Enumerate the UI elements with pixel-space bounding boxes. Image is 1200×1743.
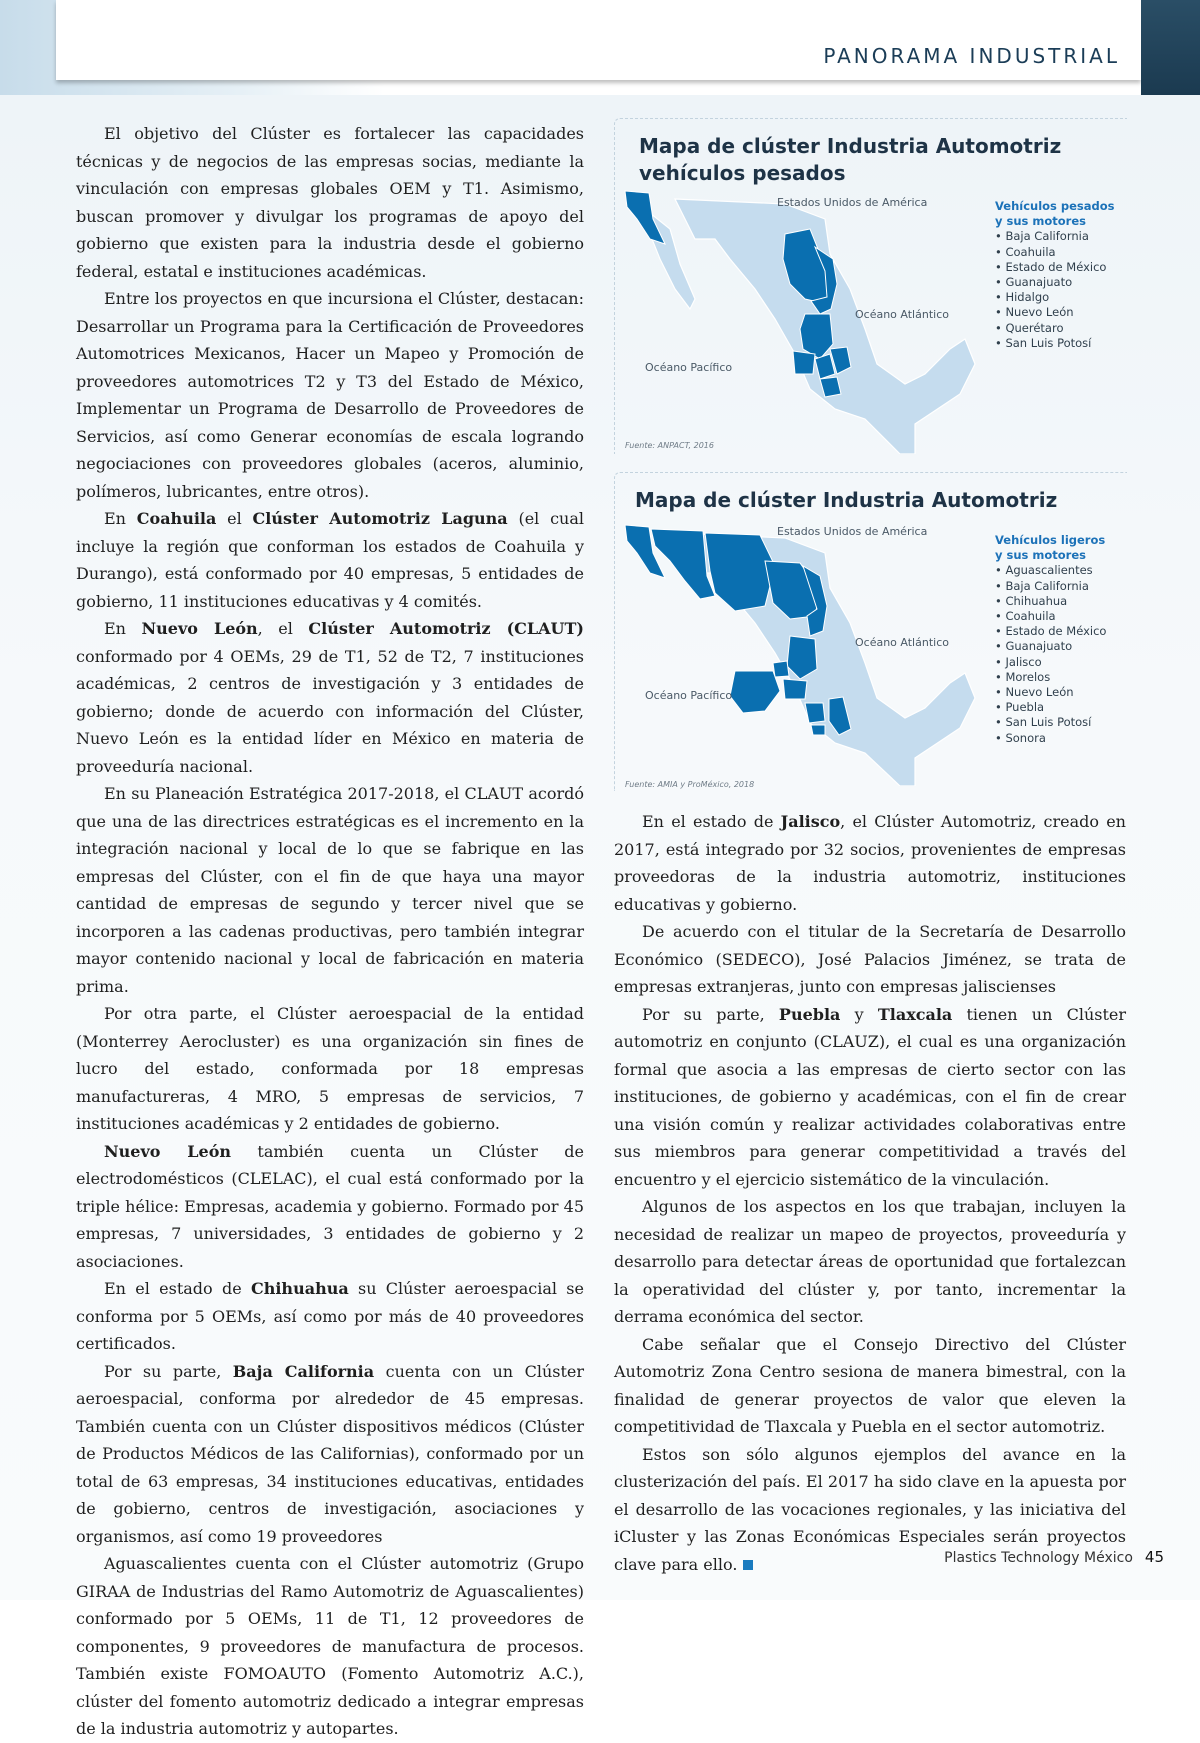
end-of-article-icon: [743, 1560, 753, 1570]
publication-name: Plastics Technology México: [944, 1550, 1133, 1566]
map-title: Mapa de clúster Industria Automotriz vehículos pesados: [639, 134, 1062, 185]
bold-term: Clúster Automotriz Laguna: [252, 509, 508, 528]
cluster-state-guanajuato: [793, 351, 815, 374]
cluster-state-aguascalientes: [773, 661, 789, 677]
bold-term: Coahuila: [136, 509, 217, 528]
legend-item: • Coahuila: [995, 245, 1115, 260]
header-accent-block: [1141, 0, 1200, 95]
map-label-atlantic: Océano Atlántico: [855, 636, 949, 649]
legend-item: • Aguascalientes: [995, 563, 1106, 578]
cluster-state-chihuahua: [705, 533, 775, 611]
bold-term: Puebla: [778, 1004, 841, 1024]
section-title: PANORAMA INDUSTRIAL: [823, 44, 1120, 68]
paragraph: De acuerdo con el titular de la Secretaría de Desarrollo Económico (SEDECO), José Palacios Jiménez, se trata de empresas extranjeras, junto con empresas jaliscienses: [614, 922, 1126, 996]
legend-item: • Estado de México: [995, 624, 1106, 639]
map-label-atlantic: Océano Atlántico: [855, 308, 949, 321]
cluster-state-morelos: [811, 725, 825, 735]
legend-item: • Guanajuato: [995, 639, 1106, 654]
paragraph: Por otra parte, el Clúster aeroespacial de la entidad (Monterrey Aerocluster) es una organización sin fines de lucro del estado, conformada por 18 empresas manufactureras, 4 MRO, 5 empresas de servicios, 7 instituciones académicas y 2 entidades de gobierno.: [76, 1004, 584, 1133]
mexico-map: [615, 179, 1015, 454]
legend-item: • Estado de México: [995, 260, 1115, 275]
legend-item: • Morelos: [995, 670, 1106, 685]
map-label-usa: Estados Unidos de América: [777, 196, 928, 209]
legend-title: Vehículos ligeros: [995, 533, 1106, 547]
paragraph: En Coahuila el Clúster Automotriz Laguna (el cual incluye la región que conforman los estados de Coahuila y Durango), está conformado por 40 empresas, 5 entidades de gobierno, 11 instituciones educativas y 4 comités.: [76, 509, 584, 611]
legend-item: • Jalisco: [995, 655, 1106, 670]
legend-item: • Baja California: [995, 229, 1115, 244]
page-number: 45: [1144, 1548, 1164, 1566]
paragraph: En el estado de Chihuahua su Clúster aeroespacial se conforma por 5 OEMs, así como por más de 40 proveedores certificados.: [76, 1279, 584, 1353]
map-legend: [995, 533, 1106, 746]
legend-item: • San Luis Potosí: [995, 715, 1106, 730]
paragraph: El objetivo del Clúster es fortalecer las capacidades técnicas y de negocios de las empresas socias, mediante la vinculación con empresas globales OEM y T1. Asimismo, buscan promover y divulgar los programas de apoyo del gobierno que existen para la industria desde el gobierno federal, estatal e instituciones académicas.: [76, 124, 584, 281]
map-source: Fuente: AMIA y ProMéxico, 2018: [625, 780, 755, 789]
legend-item: • Querétaro: [995, 321, 1115, 336]
legend-item: • Puebla: [995, 700, 1106, 715]
legend-title: y sus motores: [995, 214, 1086, 229]
paragraph: En su Planeación Estratégica 2017-2018, el CLAUT acordó que una de las directrices estratégicas es el incremento en la integración nacional y local de lo que se fabrique en las empresas del Clúster, con el fin de que haya una mayor cantidad de empresas de segundo y tercer nivel que se incorporen a las cadenas productivas, pero también integrar mayor contenido nacional y local de fabricación en materia prima.: [76, 784, 584, 996]
map-title: Mapa de clúster Industria Automotriz: [635, 488, 1058, 512]
paragraph: Estos son sólo algunos ejemplos del avance en la clusterización del país. El 2017 ha sido clave en la apuesta por el desarrollo de las vocaciones regionales, y las iniciativa del iCluster y las Zonas Económicas Especiales serán proyectos clave para ello.: [614, 1444, 1126, 1574]
cluster-state-estado-de-mexico: [805, 703, 825, 723]
paragraph: Nuevo León también cuenta un Clúster de electrodomésticos (CLELAC), el cual está conformado por la triple hélice: Empresas, academia y gobierno. Formado por 45 empresas, 7 universidades, 3 entidades de gobierno y 2 asociaciones.: [76, 1141, 584, 1271]
header-bar: [56, 0, 1141, 80]
cluster-state-guanajuato: [783, 679, 807, 699]
map-legend: [995, 199, 1115, 351]
legend-item: • Chihuahua: [995, 594, 1106, 609]
paragraph: En el estado de Jalisco, el Clúster Automotriz, creado en 2017, está integrado por 32 socios, provenientes de empresas proveedoras de la industria automotriz, instituciones educativas y gobierno.: [614, 812, 1126, 914]
bold-term: Nuevo León: [141, 619, 258, 638]
legend-title: y sus motores: [995, 548, 1086, 563]
paragraph: Por su parte, Baja California cuenta con un Clúster aeroespacial, conforma por alrededor de 45 empresas. También cuenta con un Clúster dispositivos médicos (Clúster de Productos Médicos de las Californias), conformado por un total de 63 empresas, 34 instituciones educativas, entidades de gobierno, centros de investigación, asociaciones y organismos, así como 19 proveedores: [76, 1361, 584, 1546]
paragraph: Aguascalientes cuenta con el Clúster automotriz (Grupo GIRAA de Industrias del Ramo Automotriz de Aguascalientes) conformado por 5 OEMs, 11 de T1, 12 proveedores de componentes, 9 proveedores de manufactura de procesos. También existe FOMOAUTO (Fomento Automotriz A.C.), clúster del fomento automotriz dedicado a integrar empresas de la industria automotriz y autopartes.: [76, 1554, 584, 1738]
paragraph: Entre los proyectos en que incursiona el Clúster, destacan: Desarrollar un Programa para la Certificación de Proveedores Automotrices Mexicanos, Hacer un Mapeo y Promoción de proveedores automotrices T2 y T3 del Estado de México, Implementar un Programa de Desarrollo de Proveedores de Servicios, así como Generar economías de escala logrando negociaciones con proveedores globales (aceros, aluminio, polímeros, lubricantes, entre otros).: [76, 289, 584, 501]
bold-term: Nuevo León: [104, 1141, 232, 1161]
legend-title: Vehículos pesados: [995, 199, 1115, 213]
map-panel-heavy-vehicles: [614, 118, 1127, 454]
legend-item: • Hidalgo: [995, 290, 1115, 305]
paragraph: Por su parte, Puebla y Tlaxcala tienen un Clúster automotriz en conjunto (CLAUZ), el cual es una organización formal que asocia a las empresas de cierto sector con las instituciones, de gobierno y académicas, con el fin de crear una visión común y realizar actividades colaborativas entre sus miembros para generar competitividad a través del encuentro y el ejercicio sistemático de la vinculación.: [614, 1004, 1127, 1189]
mexico-map: [615, 521, 1015, 786]
paragraph: Algunos de los aspectos en los que trabajan, incluyen la necesidad de realizar un mapeo de proyectos, proveeduría y desarrollo para detectar áreas de oportunidad que fortalezcan la operatividad del clúster y, por tanto, incrementar la derrama económica del sector.: [614, 1197, 1126, 1326]
map-label-pacific: Océano Pacífico: [645, 361, 733, 374]
map-label-usa: Estados Unidos de América: [777, 525, 928, 538]
map-source: Fuente: ANPACT, 2016: [625, 441, 714, 450]
bold-term: Jalisco: [780, 812, 841, 831]
map-label-pacific: Océano Pacífico: [645, 689, 733, 702]
bold-term: Tlaxcala: [877, 1004, 953, 1024]
cluster-state-baja-california: [625, 191, 665, 244]
legend-item: • Coahuila: [995, 609, 1106, 624]
legend-item: • San Luis Potosí: [995, 336, 1115, 351]
bold-term: Chihuahua: [250, 1279, 349, 1298]
article-left-column: [76, 120, 584, 1743]
legend-item: • Sonora: [995, 731, 1106, 746]
article-right-column: [614, 808, 1126, 1578]
legend-item: • Baja California: [995, 579, 1106, 594]
map-panel-light-vehicles: [614, 472, 1127, 791]
cluster-state-jalisco: [730, 671, 780, 713]
bold-term: Clúster Automotriz (CLAUT): [308, 619, 584, 638]
paragraph: En Nuevo León, el Clúster Automotriz (CLAUT) conformado por 4 OEMs, 29 de T1, 52 de T2, 7 instituciones académicas, 2 centros de investigación y 3 entidades de gobierno; donde de acuerdo con información del Clúster, Nuevo León es la entidad líder en México en materia de proveeduría nacional.: [76, 619, 584, 776]
page-footer: [944, 1548, 1164, 1566]
legend-item: • Nuevo León: [995, 305, 1115, 320]
paragraph: Cabe señalar que el Consejo Directivo del Clúster Automotriz Zona Centro sesiona de manera bimestral, con la finalidad de generar proyectos de valor que eleven la competitividad de Tlaxcala y Puebla en el sector automotriz.: [614, 1334, 1126, 1436]
bold-term: Baja California: [232, 1361, 375, 1381]
legend-item: • Guanajuato: [995, 275, 1115, 290]
legend-item: • Nuevo León: [995, 685, 1106, 700]
